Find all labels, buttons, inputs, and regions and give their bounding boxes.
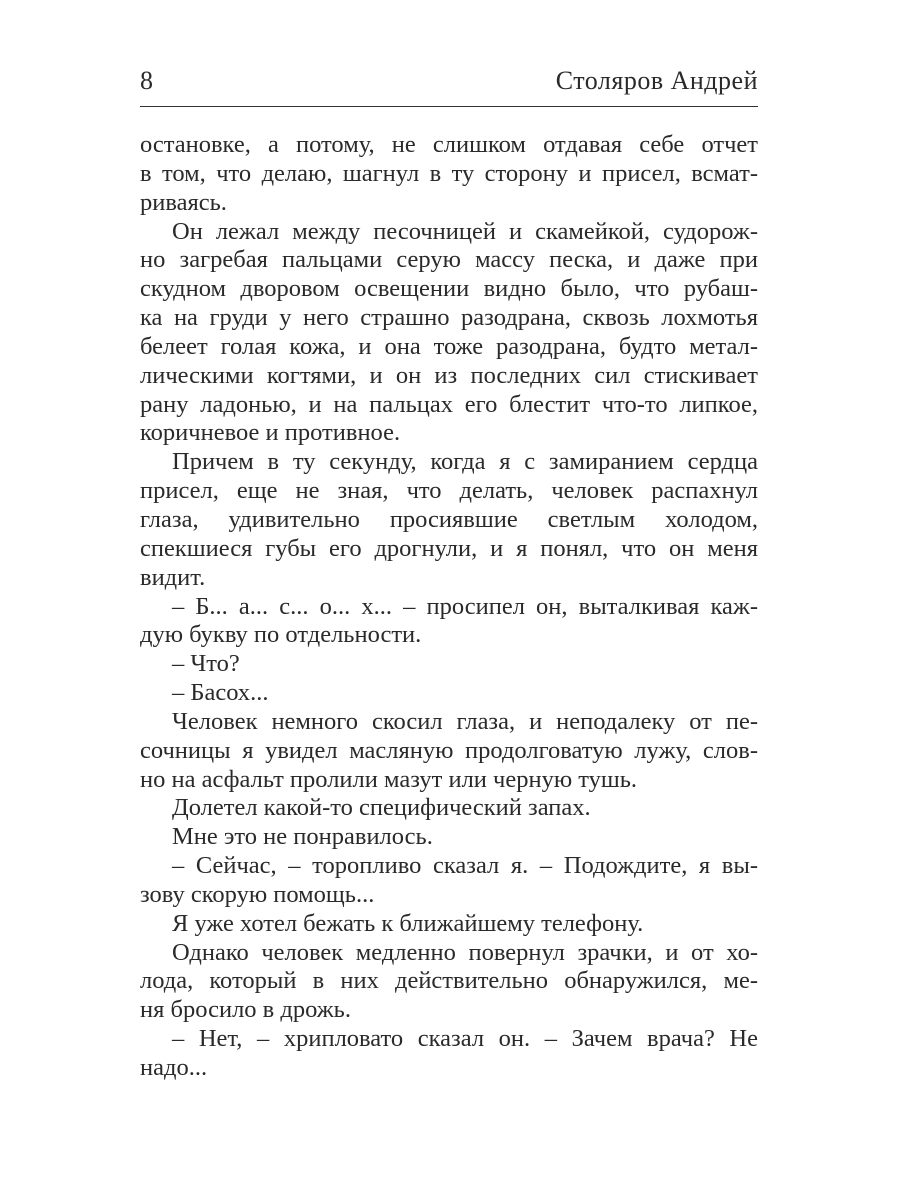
running-header [140,66,758,100]
author-name: Столяров Андрей [555,66,758,95]
text-line: лода, который в них действительно обнаружился, ме- [140,967,758,995]
page-number: 8 [140,66,154,95]
body-text [140,131,758,1083]
text-line: ня бросило в дрожь. [140,996,351,1024]
text-line: зову скорую помощь... [140,880,375,908]
text-line: видит. [140,563,206,591]
header-rule [140,106,758,107]
text-line: Долетел какой-то специфический запах. [172,794,591,822]
text-line: Он лежал между песочницей и скамейкой, судорож- [172,217,758,245]
text-line: рану ладонью, и на пальцах его блестит что-то липкое, [140,390,758,418]
text-line: в том, что делаю, шагнул в ту сторону и присел, всмат- [140,159,758,187]
text-line: Мне это не понравилось. [172,823,433,851]
text-line: – Б... а... с... о... х... – просипел он, выталкивая каж- [172,592,758,620]
text-line: дую букву по отдельности. [140,621,422,649]
text-line: Я уже хотел бежать к ближайшему телефону. [172,909,644,937]
text-line: – Басох... [172,679,269,707]
text-line: остановке, а потому, не слишком отдавая себе отчет [140,131,758,158]
text-line: глаза, удивительно просиявшие светлым холодом, [140,505,758,533]
text-line: коричневое и противное. [140,419,401,447]
text-line: присел, еще не зная, что делать, человек распахнул [140,477,758,505]
text-line: надо... [140,1054,208,1081]
text-line: Человек немного скосил глаза, и неподалеку от пе- [172,707,758,735]
text-line: но на асфальт пролили мазут или черную тушь. [140,765,638,793]
text-line: но загребая пальцами серую массу песка, и даже при [140,246,758,274]
text-line: белеет голая кожа, и она тоже разодрана, будто метал- [140,332,758,360]
text-line: – Нет, – хрипловато сказал он. – Зачем врача? Не [172,1025,758,1053]
text-line: – Что? [172,650,240,678]
text-line: сочницы я увидел масляную продолговатую лужу, слов- [140,736,758,764]
text-line: Однако человек медленно повернул зрачки, и от хо- [172,938,758,966]
text-line: спекшиеся губы его дрогнули, и я понял, что он меня [140,534,758,562]
text-line: риваясь. [140,188,227,216]
text-line: – Сейчас, – торопливо сказал я. – Подождите, я вы- [172,852,758,880]
text-line: скудном дворовом освещении видно было, что рубаш- [140,275,758,303]
text-line: ка на груди у него страшно разодрана, сквозь лохмотья [140,304,758,332]
text-line: Причем в ту секунду, когда я с замиранием сердца [172,448,758,476]
text-line: лическими когтями, и он из последних сил стискивает [140,361,758,389]
